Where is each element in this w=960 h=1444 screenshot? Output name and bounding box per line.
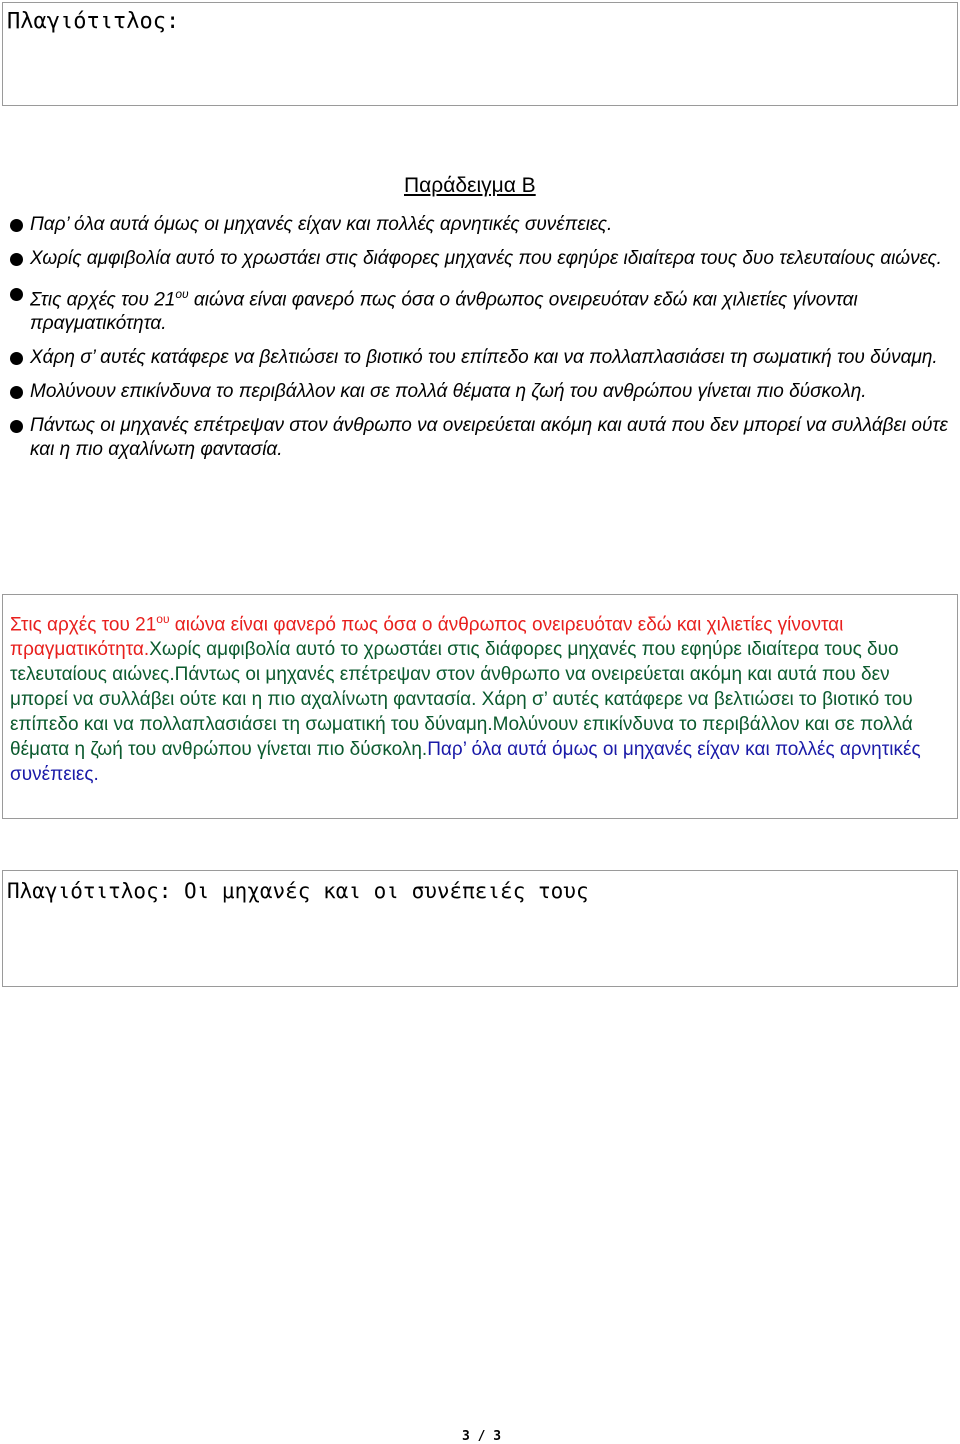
subtitle-label: Πλαγιότιτλος: (7, 9, 180, 34)
answer-paragraph-box (2, 594, 958, 819)
paragraph-green-3: Χάρη σ’ αυτές κατάφερε να βελτιώσει το βιοτικό του επίπεδο και να πολλαπλασιάσει τη σωματική του δύναμη. (10, 689, 913, 736)
paragraph-red-pre: Στις αρχές του 21 (10, 614, 157, 636)
list-item (10, 380, 950, 404)
answer-paragraph (10, 607, 952, 787)
bullet-text-pre: Στις αρχές του 21 (30, 289, 176, 311)
paragraph-red-sup: ου (156, 612, 170, 626)
bullet-dot-icon (10, 253, 23, 266)
paragraph-blue: Παρ’ όλα αυτά όμως οι μηχανές είχαν και πολλές αρνητικές συνέπειες. (10, 739, 921, 786)
bullet-dot-icon (10, 420, 23, 433)
bullet-text: Μολύνουν επικίνδυνα το περιβάλλον και σε πολλά θέματα η ζωή του ανθρώπου γίνεται πιο δύσκολη. (30, 381, 867, 403)
list-item (10, 414, 950, 462)
subtitle-box-bottom (2, 870, 958, 987)
page-number: 3 / 3 (462, 1429, 502, 1444)
bullet-text-post: αιώνα είναι φανερό πως όσα ο άνθρωπος ονειρευόταν εδώ και χιλιετίες γίνονται πραγματικότητα. (30, 289, 858, 335)
bullet-text: Χάρη σ’ αυτές κατάφερε να βελτιώσει το βιοτικό του επίπεδο και να πολλαπλασιάσει τη σωματική του δύναμη. (30, 347, 938, 369)
bullet-dot-icon (10, 352, 23, 365)
list-item (10, 346, 950, 370)
paragraph-green-4: Μολύνουν επικίνδυνα το περιβάλλον και σε πολλά θέματα η ζωή του ανθρώπου γίνεται πιο δύσκολη. (10, 714, 913, 761)
bullet-dot-icon (10, 386, 23, 399)
paragraph-red-post: αιώνα είναι φανερό πως όσα ο άνθρωπος ονειρευόταν εδώ και χιλιετίες γίνονται πραγματικότητα. (10, 614, 844, 661)
bullet-list (10, 213, 950, 462)
bullet-text: Παρ’ όλα αυτά όμως οι μηχανές είχαν και πολλές αρνητικές συνέπειες. (30, 214, 613, 235)
paragraph-green-1: Χωρίς αμφιβολία αυτό το χρωστάει στις διάφορες μηχανές που εφηύρε ιδιαίτερα τους δυο τελευταίους αιώνες. (10, 639, 899, 686)
bullet-text: Χωρίς αμφιβολία αυτό το χρωστάει στις διάφορες μηχανές που εφηύρε ιδιαίτερα τους δυο τελευταίους αιώνες. (30, 248, 942, 269)
list-item (10, 247, 950, 271)
subtitle-box-top (2, 2, 958, 106)
bullet-dot-icon (10, 288, 23, 301)
bullet-text-sup: ου (175, 287, 189, 301)
bullet-text: Πάντως οι μηχανές επέτρεψαν στον άνθρωπο να ονειρεύεται ακόμη και αυτά που δεν μπορεί να συλλάβει ούτε και η πιο αχαλίνωτη φαντασία. (30, 415, 948, 461)
bullet-dot-icon (10, 219, 23, 232)
example-heading: Παράδειγμα Β (404, 174, 536, 197)
subtitle-label-filled: Πλαγιότιτλος: Οι μηχανές και οι συνέπειές τους (7, 879, 589, 903)
paragraph-green-2: Πάντως οι μηχανές επέτρεψαν στον άνθρωπο να ονειρεύεται ακόμη και αυτά που δεν μπορεί να συλλάβει ούτε και η πιο αχαλίνωτη φαντασία. (10, 664, 890, 711)
list-item (10, 213, 950, 237)
list-item (10, 282, 950, 336)
